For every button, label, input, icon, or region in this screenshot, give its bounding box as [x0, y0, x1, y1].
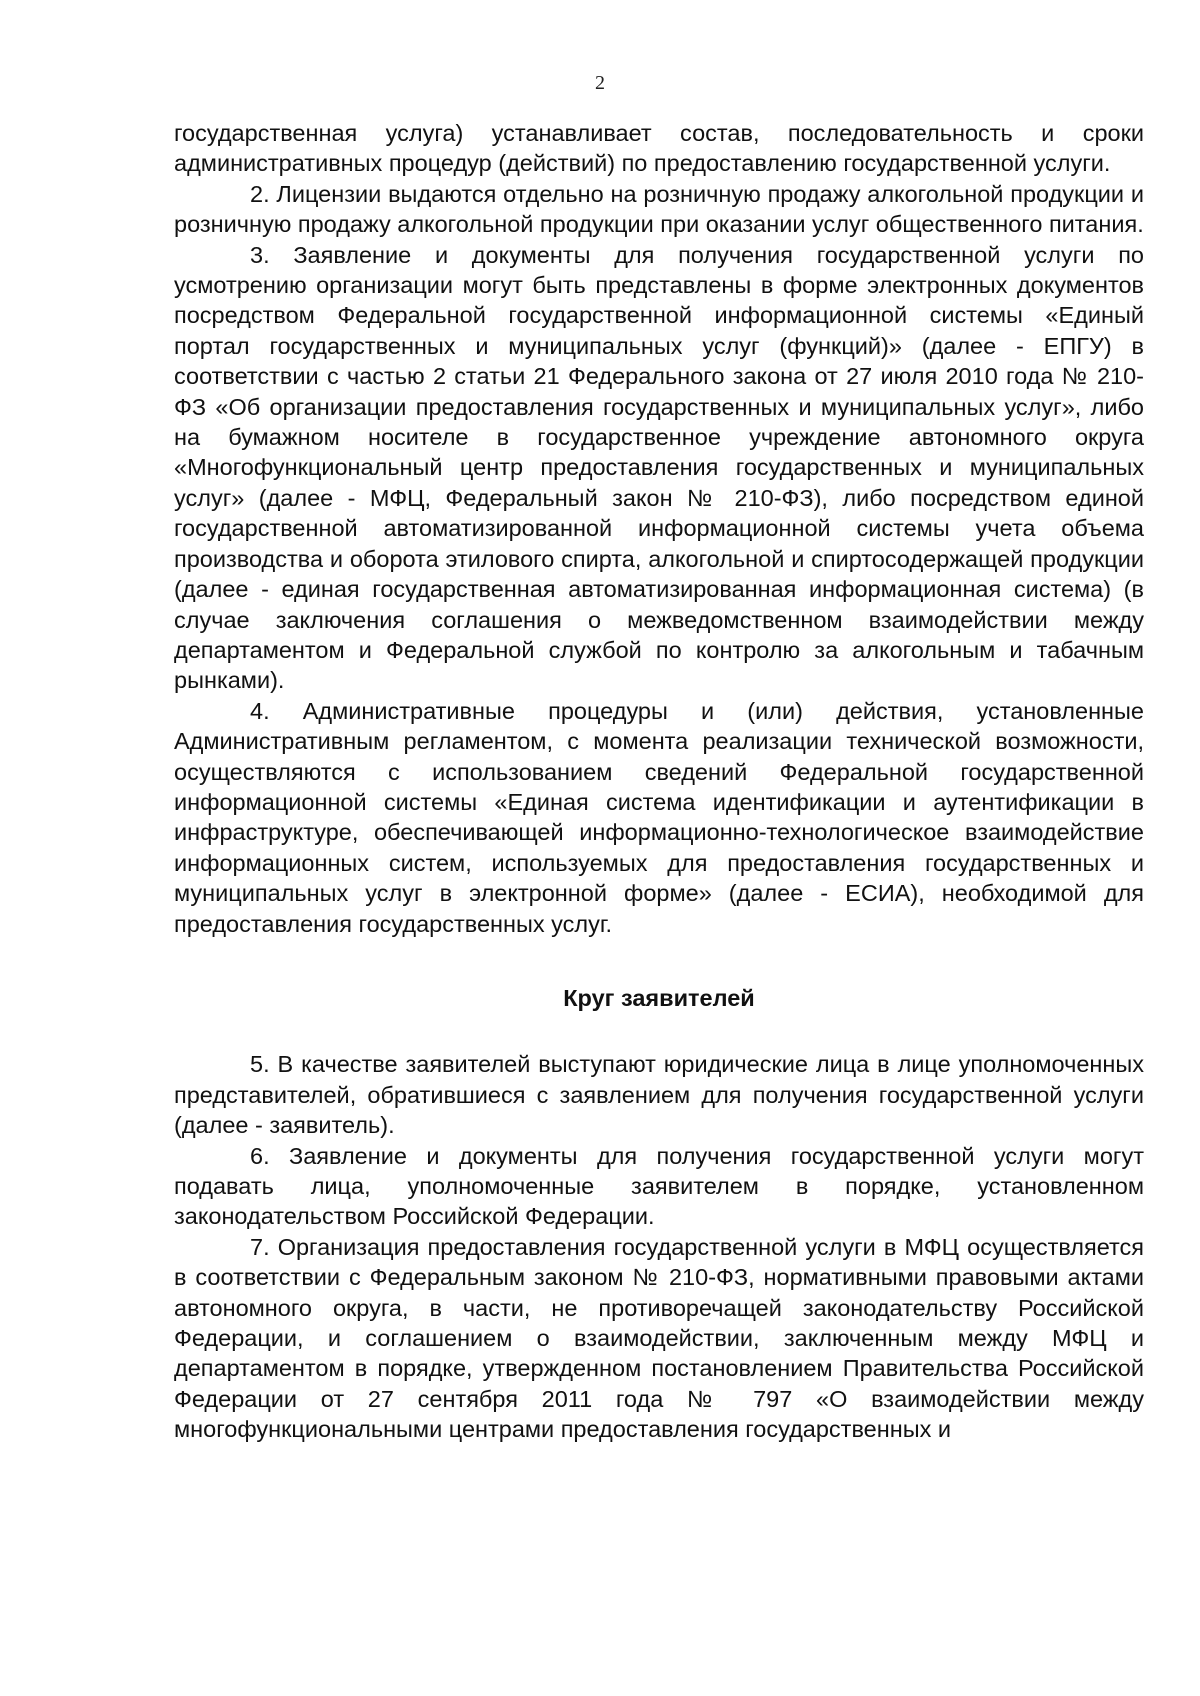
paragraph-6: 6. Заявление и документы для получения государственной услуги могут подавать лица, уполномоченные заявителем в порядке, установленном законодательством Российской Федерации.	[174, 1142, 1144, 1230]
paragraph-5: 5. В качестве заявителей выступают юридические лица в лице уполномоченных представителей, обратившиеся с заявлением для получения государственной услуги (далее - заявитель).	[174, 1051, 1144, 1139]
paragraph-continuation: государственная услуга) устанавливает состав, последовательность и сроки административных процедур (действий) по предоставлению государственной услуги.	[174, 120, 1144, 177]
document-body	[174, 118, 1144, 1445]
section-heading: Круг заявителей	[563, 984, 755, 1011]
paragraph-4: 4. Административные процедуры и (или) действия, установленные Административным регламентом, с момента реализации технической возможности, осуществляются с использованием сведений Федеральной государственной информационной системы «Единая система идентификации и аутентификации в инфраструктуре, обеспечивающей информационно-технологическое взаимодействие информационных систем, используемых для предоставления государственных и муниципальных услуг в электронной форме» (далее - ЕСИА), необходимой для предоставления государственных услуг.	[174, 697, 1144, 937]
paragraph-3: 3. Заявление и документы для получения государственной услуги по усмотрению организации могут быть представлены в форме электронных документов посредством Федеральной государственной информационной системы «Единый портал государственных и муниципальных услуг (функций)» (далее - ЕПГУ) в соответствии с частью 2 статьи 21 Федерального закона от 27 июля 2010 года № 210-ФЗ «Об организации предоставления государственных и муниципальных услуг», либо на бумажном носителе в государственное учреждение автономного округа «Многофункциональный центр предоставления государственных и муниципальных услуг» (далее - МФЦ, Федеральный закон № 210-ФЗ), либо посредством единой государственной автоматизированной информационной системы учета объема производства и оборота этилового спирта, алкогольной и спиртосодержащей продукции (далее - единая государственная автоматизированная информационная система) (в случае заключения соглашения о межведомственном взаимодействии между департаментом и Федеральной службой по контролю за алкогольным и табачным рынками).	[174, 241, 1144, 694]
paragraph-2: 2. Лицензии выдаются отдельно на розничную продажу алкогольной продукции и розничную продажу алкогольной продукции при оказании услуг общественного питания.	[174, 180, 1144, 238]
paragraph-7: 7. Организация предоставления государственной услуги в МФЦ осуществляется в соответствии с Федеральным законом № 210-ФЗ, нормативными правовыми актами автономного округа, в части, не противоречащей законодательству Российской Федерации, и соглашением о взаимодействии, заключенным между МФЦ и департаментом в порядке, утвержденном постановлением Правительства Российской Федерации от 27 сентября 2011 года № 797 «О взаимодействии между многофункциональными центрами предоставления государственных и	[174, 1233, 1144, 1443]
page-number: 2	[595, 72, 605, 94]
